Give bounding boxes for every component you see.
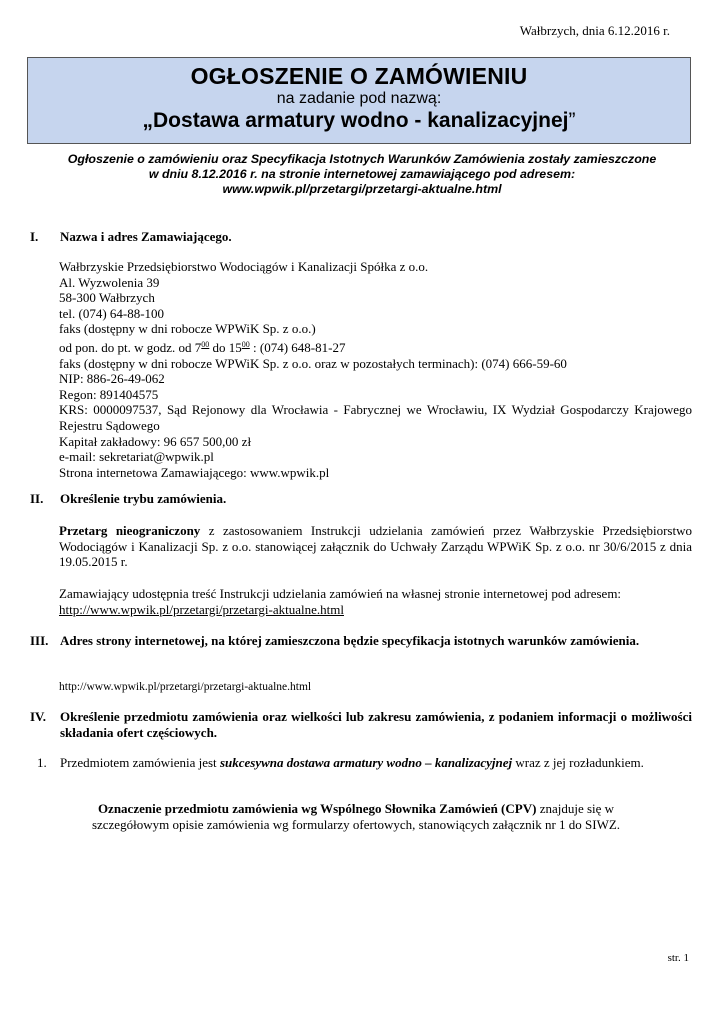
nip: NIP: 886-26-49-062 (59, 371, 165, 387)
contract-name-text: „Dostawa armatury wodno - kanalizacyjnej (142, 109, 569, 132)
hours-sup-2: 00 (241, 339, 250, 349)
procedure-paragraph (59, 523, 692, 570)
section-3-number: III. (30, 633, 49, 648)
siwz-link[interactable]: http://www.wpwik.pl/przetargi/przetargi-aktualne.html (59, 681, 312, 693)
item-1-text-b: wraz z jej rozładunkiem. (512, 755, 644, 770)
document-date: Wałbrzych, dnia 6.12.2016 r. (519, 23, 670, 38)
cpv-line-1 (40, 801, 672, 817)
krs: KRS: 0000097537, Sąd Rejonowy dla Wrocławia - Fabrycznej we Wrocławiu, IX Wydział Gospodarczy Krajowego Rejestru Sądowego (59, 402, 692, 433)
website: Strona internetowa Zamawiającego: www.wpwik.pl (59, 464, 330, 480)
cpv-text: znajduje się w (536, 801, 615, 816)
hours-text-c: : (074) 648-81-27 (249, 339, 346, 355)
publication-notice (30, 152, 694, 197)
hours-text-b: do 15 (209, 339, 242, 355)
fax-info-2: faks (dostępny w dni robocze WPWiK Sp. z o.o. oraz w pozostałych terminach): (074) 666-59-60 (59, 355, 567, 371)
section-1-number: I. (30, 229, 39, 244)
notice-line-2: w dniu 8.12.2016 r. na stronie internetowej zamawiającego pod adresem: (148, 167, 576, 181)
cpv-line-2: szczegółowym opisie zamówienia wg formularzy ofertowych, stanowiących załącznik nr 1 do SIWZ. (91, 817, 621, 832)
banner-contract-name (28, 109, 690, 133)
section-4-heading (30, 709, 692, 741)
section-3-title: Adres strony internetowej, na której zamieszczona będzie specyfikacja istotnych warunków zamówienia. (60, 633, 640, 648)
contract-name-close-quote: ” (568, 109, 576, 132)
cpv-title: Oznaczenie przedmiotu zamówienia wg Wspólnego Słownika Zamówień (CPV) (97, 801, 537, 816)
item-1-subject: sukcesywna dostawa armatury wodno – kanalizacyjnej (219, 755, 513, 770)
section-3-heading (30, 633, 692, 649)
section-2-body (59, 523, 692, 570)
section-2-title: Określenie trybu zamówienia. (60, 491, 227, 506)
banner-subtitle: na zadanie pod nazwą: (276, 90, 442, 107)
fax-info-1: faks (dostępny w dni robocze WPWiK Sp. z o.o.) (59, 321, 316, 337)
section-1-title: Nazwa i adres Zamawiającego. (60, 229, 232, 244)
item-1 (30, 755, 692, 771)
instructions-paragraph: Zamawiający udostępnia treść Instrukcji udzielania zamówień na własnej stronie internetowej pod adresem: (59, 586, 622, 601)
hours-text-a: od pon. do pt. w godz. od 7 (59, 339, 202, 355)
section-2-instructions (59, 586, 692, 617)
item-1-text (60, 755, 692, 771)
email: e-mail: sekretariat@wpwik.pl (59, 449, 214, 465)
notice-line-1: Ogłoszenie o zamówieniu oraz Specyfikacja Istotnych Warunków Zamówienia zostały zamieszczone (67, 152, 657, 166)
hours-sup-1: 00 (201, 339, 210, 349)
section-4-title: Określenie przedmiotu zamówienia oraz wielkości lub zakresu zamówienia, z podaniem informacji o możliwości składania ofert częściowych. (60, 709, 692, 740)
section-1-body (59, 259, 692, 480)
share-capital: Kapitał zakładowy: 96 657 500,00 zł (59, 433, 252, 449)
section-3-body (59, 680, 692, 696)
section-2-heading (30, 491, 692, 507)
fax-hours (59, 337, 692, 356)
procedure-desc: z zastosowaniem Instrukcji udzielania zamówień przez Wałbrzyskie Przedsiębiorstwo Wodociągów i Kanalizacji Sp. z o.o. stanowiącej załącznik do Uchwały Zarządu WPWiK Sp. z o.o. nr 30/6/2015 z dnia 19.05.2015 r. (59, 523, 692, 570)
item-1-text-a: Przedmiotem zamówienia jest (60, 755, 220, 770)
section-2-number: II. (30, 491, 44, 506)
banner-title: OGŁOSZENIE O ZAMÓWIENIU (190, 63, 528, 89)
regon: Regon: 891404575 (59, 386, 159, 402)
section-1-heading (30, 229, 692, 245)
notice-line-3: www.wpwik.pl/przetargi/przetargi-aktualne.html (222, 182, 502, 196)
item-1-number: 1. (37, 755, 47, 770)
instructions-link[interactable]: http://www.wpwik.pl/przetargi/przetargi-aktualne.html (59, 601, 344, 617)
company-name: Wałbrzyskie Przedsiębiorstwo Wodociągów i Kanalizacji Spółka z o.o. (59, 259, 429, 274)
street-address: Al. Wyzwolenia 39 (59, 274, 160, 290)
title-banner (27, 57, 691, 144)
city-address: 58-300 Wałbrzych (59, 290, 155, 306)
procedure-type: Przetarg nieograniczony (59, 523, 201, 538)
page-number: str. 1 (667, 952, 689, 964)
section-4-number: IV. (30, 709, 47, 724)
cpv-paragraph (40, 801, 672, 833)
phone: tel. (074) 64-88-100 (59, 305, 165, 321)
